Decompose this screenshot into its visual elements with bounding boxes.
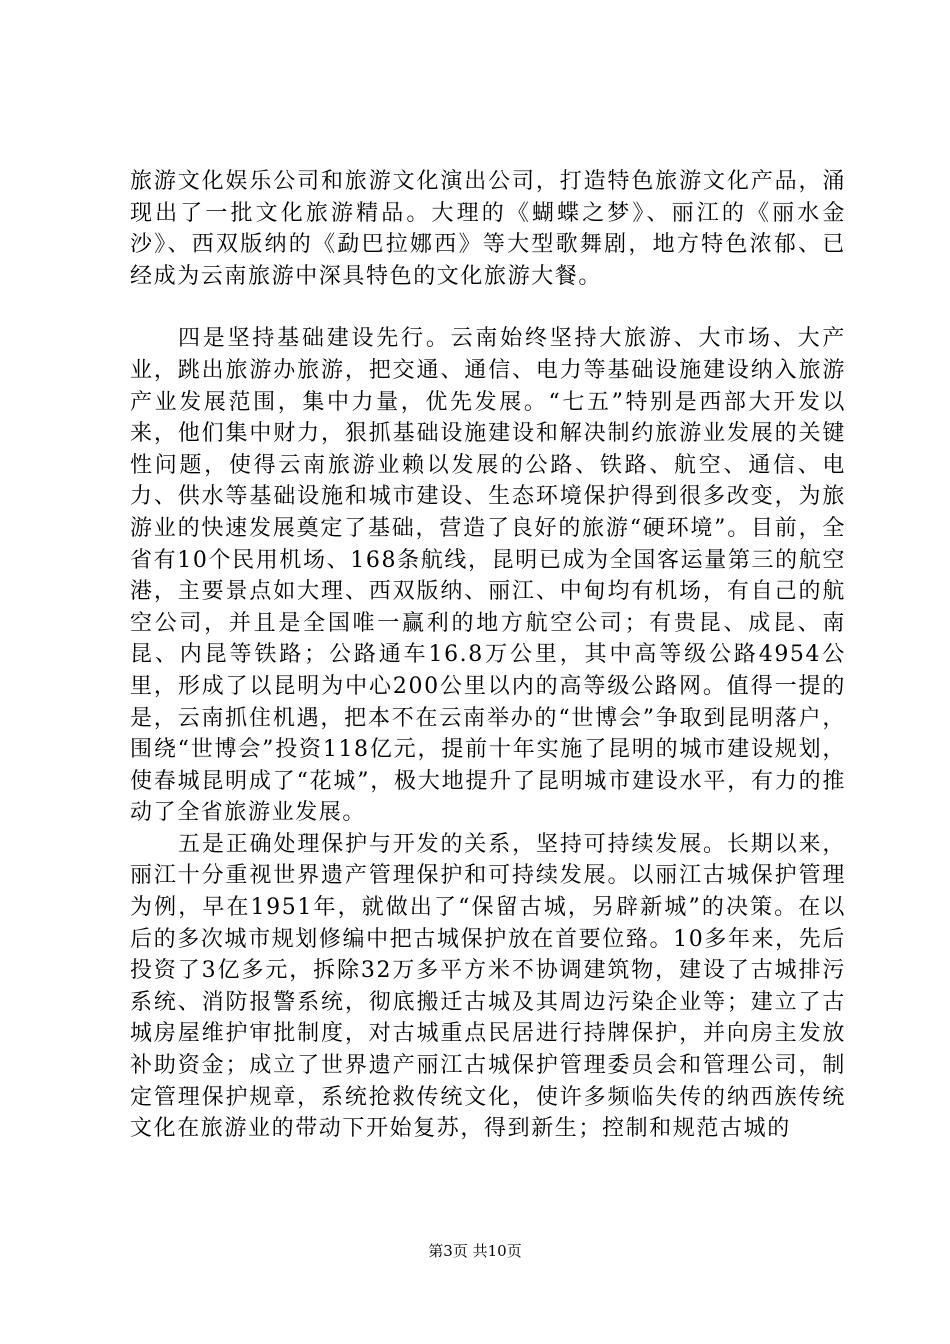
page-footer: 第3页 共10页 [428,1242,522,1260]
document-body [130,166,846,1145]
paragraph-1: 旅游文化娱乐公司和旅游文化演出公司，打造特色旅游文化产品，涌现出了一批文化旅游精品。大理的《蝴蝶之梦》、丽江的《丽水金沙》、西双版纳的《勐巴拉娜西》等大型歌舞剧，地方特色浓郁、已经成为云南旅游中深具特色的文化旅游大餐。 [130,169,846,289]
paragraph-2: 四是坚持基础建设先行。云南始终坚持大旅游、大市场、大产业，跳出旅游办旅游，把交通、通信、电力等基础设施建设纳入旅游产业发展范围，集中力量，优先发展。“七五”特别是西部大开发以来，他们集中财力，狠抓基础设施建设和解决制约旅游业发展的关键性问题，使得云南旅游业赖以发展的公路、铁路、航空、通信、电力、供水等基础设施和城市建设、生态环境保护得到很多改变，为旅游业的快速发展奠定了基础，营造了良好的旅游“硬环境”。目前，全省有10个民用机场、168条航线，昆明已成为全国客运量第三的航空港，主要景点如大理、西双版纳、丽江、中甸均有机场，有自己的航空公司，并且是全国唯一赢利的地方航空公司；有贵昆、成昆、南昆、内昆等铁路；公路通车16.8万公里，其中高等级公路4954公里，形成了以昆明为中心200公里以内的高等级公路网。值得一提的是，云南抓住机遇，把本不在云南举办的“世博会”争取到昆明落户，围绕“世博会”投资118亿元，提前十年实施了昆明的城市建设规划，使春城昆明成了“花城”，极大地提升了昆明城市建设水平，有力的推动了全省旅游业发展。 [130,326,846,826]
paragraph-3: 五是正确处理保护与开发的关系，坚持可持续发展。长期以来，丽江十分重视世界遗产管理保护和可持续发展。以丽江古城保护管理为例，早在1951年，就做出了“保留古城，另辟新城”的决策。在以后的多次城市规划修编中把古城保护放在首要位臵。10多年来，先后投资了3亿多元，拆除32万多平方米不协调建筑物，建设了古城排污系统、消防报警系统，彻底搬迁古城及其周边污染企业等；建立了古城房屋维护审批制度，对古城重点民居进行持牌保护，并向房主发放补助资金；成立了世界遗产丽江古城保护管理委员会和管理公司，制定管理保护规章，系统抢救传统文化，使许多频临失传的纳西族传统文化在旅游业的带动下开始复苏，得到新生；控制和规范古城的 [130,831,846,1142]
paragraph-spacer [130,292,846,323]
